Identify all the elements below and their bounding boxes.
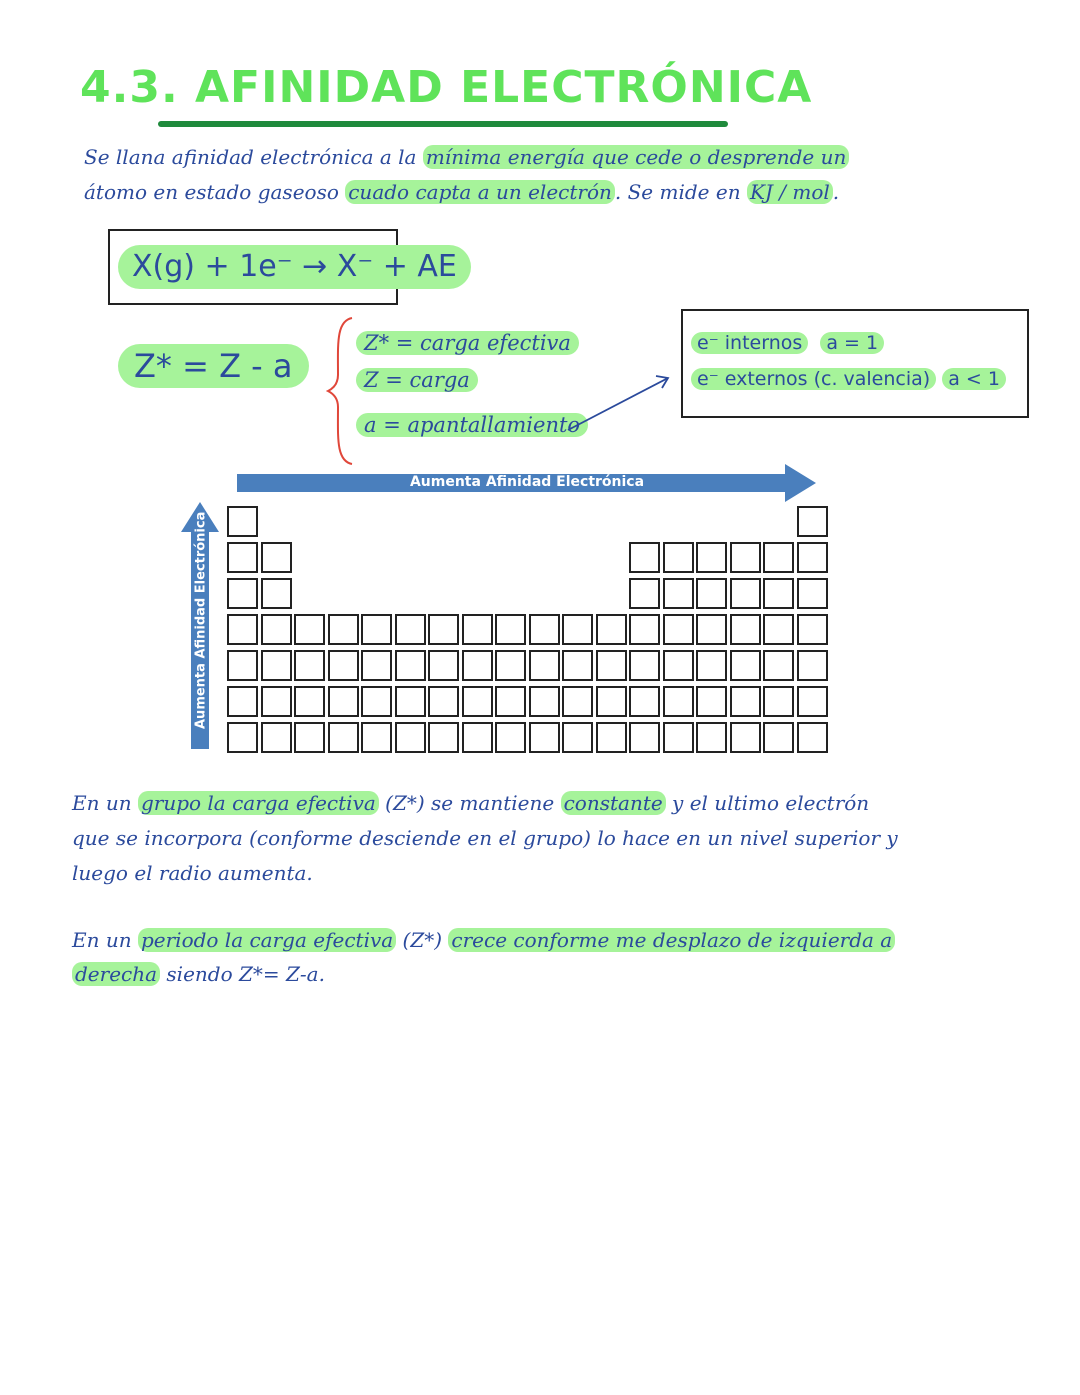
period-text: (Z*) [396,928,449,952]
periodic-cell [562,722,593,753]
group-highlight: grupo la carga efectiva [138,791,379,815]
periodic-cell [596,650,627,681]
periodic-cell [227,542,258,573]
periodic-cell [596,722,627,753]
periodic-cell [763,578,794,609]
group-line-1 [72,786,869,821]
periodic-cell [462,722,493,753]
periodic-cell [629,578,660,609]
periodic-cell [629,650,660,681]
inner-electrons-value: a = 1 [820,332,884,354]
periodic-cell [428,722,459,753]
equation: X(g) + 1e⁻ → X⁻ + AE [118,245,471,289]
vertical-arrow-label: Aumenta Afinidad Electrónica [193,511,209,729]
periodic-cell [797,722,828,753]
periodic-cell [696,650,727,681]
periodic-cell [294,650,325,681]
periodic-cell [361,614,392,645]
outer-electrons-value: a < 1 [942,368,1006,390]
periodic-cell [227,578,258,609]
periodic-cell [696,578,727,609]
definition-zeff: Z* = carga efectiva [356,331,579,355]
periodic-cell [261,578,292,609]
group-line-2: que se incorpora (conforme desciende en el grupo) lo hace en un nivel superior y [72,826,898,850]
periodic-cell [328,650,359,681]
periodic-cell [227,686,258,717]
period-text: En un [72,928,138,952]
intro-text: Se llana afinidad electrónica a la [84,145,423,169]
periodic-cell [328,686,359,717]
periodic-cell [428,686,459,717]
periodic-cell [629,614,660,645]
periodic-cell [663,722,694,753]
inner-electrons-label: e⁻ internos [691,332,808,354]
periodic-cell [663,650,694,681]
definition-z: Z = carga [356,368,478,392]
periodic-cell [529,722,560,753]
group-line-3: luego el radio aumenta. [72,861,313,885]
periodic-cell [763,722,794,753]
periodic-cell [730,578,761,609]
periodic-cell [629,542,660,573]
intro-highlight: mínima energía que cede o desprende un [423,145,850,169]
periodic-cell [596,614,627,645]
periodic-cell [663,542,694,573]
unit-highlight: KJ / mol [747,180,833,204]
periodic-cell [696,722,727,753]
periodic-cell [261,722,292,753]
periodic-cell [663,614,694,645]
periodic-cell [763,614,794,645]
periodic-cell [596,686,627,717]
periodic-cell [663,686,694,717]
periodic-cell [495,614,526,645]
periodic-cell [294,722,325,753]
periodic-cell [495,722,526,753]
periodic-cell [395,686,426,717]
periodic-cell [562,614,593,645]
group-text: En un [72,791,138,815]
period-highlight: crece conforme me desplazo de izquierda a [448,928,895,952]
periodic-cell [361,686,392,717]
period-line-2 [72,957,325,992]
periodic-cell [797,578,828,609]
periodic-cell [629,686,660,717]
periodic-cell [797,614,828,645]
periodic-cell [294,614,325,645]
periodic-cell [361,722,392,753]
periodic-cell [261,614,292,645]
periodic-cell [797,542,828,573]
periodic-cell [227,722,258,753]
periodic-cell [395,614,426,645]
periodic-cell [562,650,593,681]
periodic-cell [395,650,426,681]
periodic-cell [797,686,828,717]
period-highlight: derecha [72,962,160,986]
periodic-cell [462,686,493,717]
outer-electrons-label: e⁻ externos (c. valencia) [691,368,936,390]
group-text: (Z*) se mantiene [378,791,561,815]
periodic-cell [529,686,560,717]
intro-text: . [832,180,840,204]
periodic-cell [395,722,426,753]
periodic-cell [797,506,828,537]
periodic-cell [730,722,761,753]
periodic-cell [797,650,828,681]
periodic-cell [294,686,325,717]
page-title: 4.3. AFINIDAD ELECTRÓNICA [80,62,813,113]
period-highlight: periodo la carga efectiva [138,928,396,952]
constant-highlight: constante [561,791,666,815]
intro-text: átomo en estado gaseoso [84,180,346,204]
periodic-cell [495,686,526,717]
group-text: y el ultimo electrón [665,791,870,815]
periodic-cell [428,614,459,645]
periodic-cell [562,686,593,717]
periodic-cell [696,614,727,645]
periodic-cell [495,650,526,681]
periodic-cell [227,506,258,537]
periodic-cell [730,686,761,717]
periodic-cell [328,614,359,645]
periodic-cell [763,650,794,681]
periodic-cell [328,722,359,753]
effective-charge-formula: Z* = Z - a [118,344,309,388]
periodic-cell [696,686,727,717]
horizontal-arrow-label: Aumenta Afinidad Electrónica [409,474,645,490]
periodic-cell [462,650,493,681]
period-text: siendo Z*= Z-a. [160,962,325,986]
periodic-cell [629,722,660,753]
periodic-cell [227,614,258,645]
periodic-cell [663,578,694,609]
periodic-cell [529,614,560,645]
periodic-cell [227,650,258,681]
periodic-cell [261,650,292,681]
periodic-cell [428,650,459,681]
periodic-cell [763,686,794,717]
periodic-cell [529,650,560,681]
periodic-cell [261,542,292,573]
periodic-cell [730,650,761,681]
intro-text: . Se mide en [614,180,747,204]
periodic-cell [696,542,727,573]
periodic-cell [462,614,493,645]
period-line-1 [72,923,895,958]
definition-a: a = apantallamiento [356,413,588,437]
periodic-cell [730,542,761,573]
intro-highlight: cuado capta a un electrón [345,180,615,204]
periodic-cell [730,614,761,645]
periodic-cell [763,542,794,573]
periodic-cell [361,650,392,681]
periodic-cell [261,686,292,717]
